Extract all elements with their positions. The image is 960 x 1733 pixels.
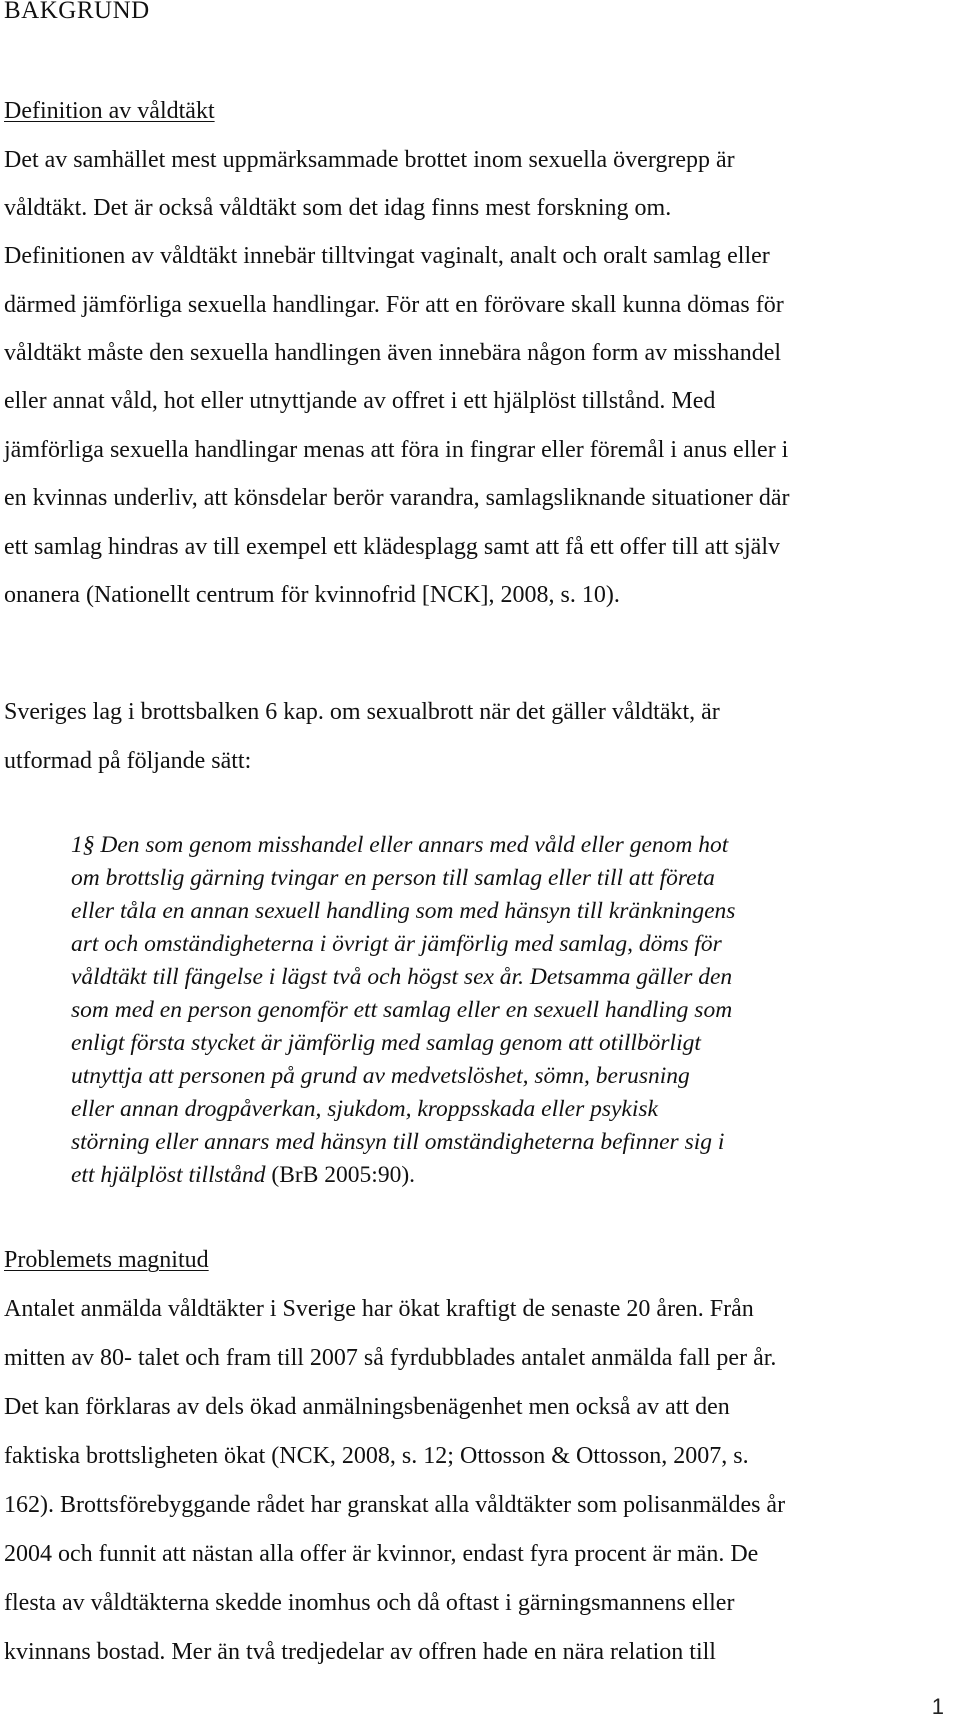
- paragraph-line: jämförliga sexuella handlingar menas att föra in fingrar eller föremål i anus eller i: [4, 437, 789, 463]
- paragraph-line: Sveriges lag i brottsbalken 6 kap. om sexualbrott när det gäller våldtäkt, är: [4, 699, 720, 725]
- quote-line: utnyttja att personen på grund av medvetslöshet, sömn, berusning: [71, 1063, 690, 1089]
- section-title: BAKGRUND: [4, 0, 150, 24]
- paragraph-line: utformad på följande sätt:: [4, 748, 252, 774]
- paragraph-line: våldtäkt. Det är också våldtäkt som det idag finns mest forskning om.: [4, 195, 672, 221]
- paragraph-line: kvinnans bostad. Mer än två tredjedelar av offren hade en nära relation till: [4, 1639, 716, 1665]
- paragraph-line: mitten av 80- talet och fram till 2007 så fyrdubblades antalet anmälda fall per år.: [4, 1345, 777, 1371]
- paragraph-line: Definitionen av våldtäkt innebär tilltvingat vaginalt, analt och oralt samlag eller: [4, 243, 770, 269]
- paragraph-line: Det av samhället mest uppmärksammade brottet inom sexuella övergrepp är: [4, 147, 735, 173]
- paragraph-line: Antalet anmälda våldtäkter i Sverige har ökat kraftigt de senaste 20 åren. Från: [4, 1296, 754, 1322]
- quote-line: art och omständigheterna i övrigt är jämförlig med samlag, döms för: [71, 931, 722, 957]
- paragraph-line: våldtäkt måste den sexuella handlingen även innebära någon form av misshandel: [4, 340, 782, 366]
- paragraph-line: eller annat våld, hot eller utnyttjande av offret i ett hjälplöst tillstånd. Med: [4, 388, 716, 414]
- quote-line-final: [71, 1160, 415, 1190]
- quote-line: som med en person genomför ett samlag eller en sexuell handling som: [71, 997, 733, 1023]
- paragraph-line: Det kan förklaras av dels ökad anmälningsbenägenhet men också av att den: [4, 1394, 730, 1420]
- quote-line: om brottslig gärning tvingar en person till samlag eller till att företa: [71, 865, 715, 891]
- magnitude-heading: Problemets magnitud: [4, 1247, 209, 1273]
- quote-line: eller tåla en annan sexuell handling som med hänsyn till kränkningens: [71, 898, 736, 924]
- paragraph-line: därmed jämförliga sexuella handlingar. För att en förövare skall kunna dömas för: [4, 292, 784, 318]
- quote-line: störning eller annars med hänsyn till omständigheterna befinner sig i: [71, 1129, 725, 1155]
- paragraph-line: onanera (Nationellt centrum för kvinnofrid [NCK], 2008, s. 10).: [4, 582, 620, 608]
- quote-line: 1§ Den som genom misshandel eller annars med våld eller genom hot: [71, 832, 729, 858]
- quote-final-text: ett hjälplöst tillstånd: [71, 1162, 266, 1188]
- paragraph-line: ett samlag hindras av till exempel ett klädesplagg samt att få ett offer till att själv: [4, 534, 780, 560]
- paragraph-line: 162). Brottsförebyggande rådet har granskat alla våldtäkter som polisanmäldes år: [4, 1492, 786, 1518]
- paragraph-line: faktiska brottsligheten ökat (NCK, 2008, s. 12; Ottosson & Ottosson, 2007, s.: [4, 1443, 749, 1469]
- paragraph-line: 2004 och funnit att nästan alla offer är kvinnor, endast fyra procent är män. De: [4, 1541, 759, 1567]
- page-number: 1: [931, 1694, 944, 1719]
- quote-line: enligt första stycket är jämförlig med samlag genom att otillbörligt: [71, 1030, 701, 1056]
- quote-citation: (BrB 2005:90).: [265, 1162, 416, 1188]
- paragraph-line: flesta av våldtäkterna skedde inomhus och då oftast i gärningsmannens eller: [4, 1590, 735, 1616]
- quote-line: eller annan drogpåverkan, sjukdom, kroppsskada eller psykisk: [71, 1096, 658, 1122]
- paragraph-line: en kvinnas underliv, att könsdelar berör varandra, samlagsliknande situationer där: [4, 485, 790, 511]
- definition-heading: Definition av våldtäkt: [4, 98, 215, 124]
- quote-line: våldtäkt till fängelse i lägst två och högst sex år. Detsamma gäller den: [71, 964, 733, 990]
